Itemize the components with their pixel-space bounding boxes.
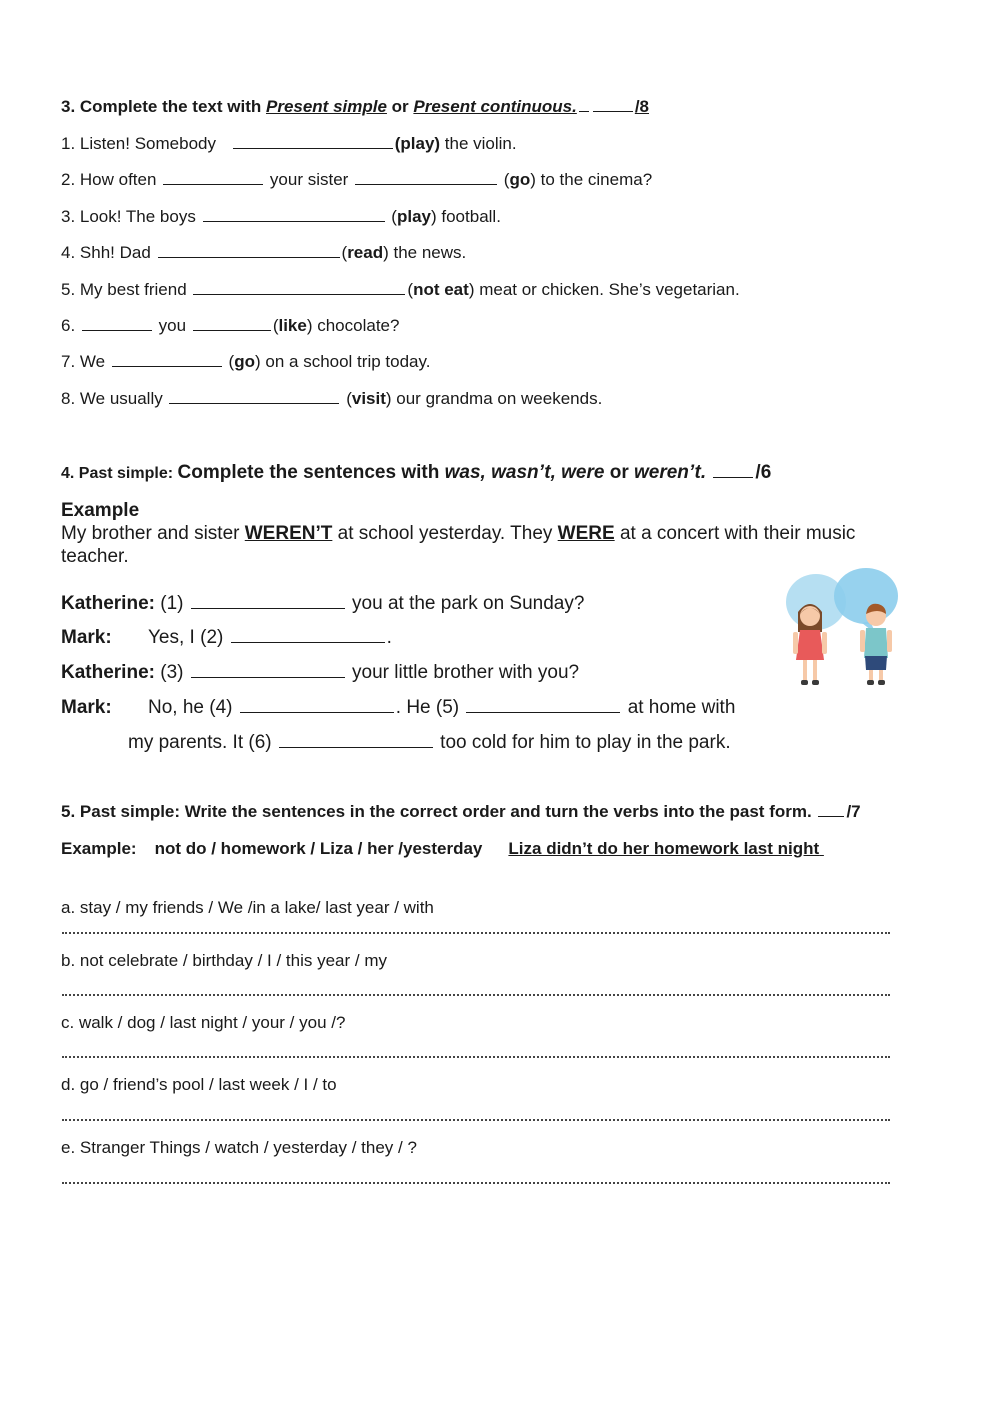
answer-blank[interactable] (191, 676, 345, 678)
answer-line-a[interactable] (62, 924, 890, 934)
dialogue-line-2-text: Yes, I (2) . (148, 627, 392, 648)
answer-blank[interactable] (191, 607, 345, 609)
s3-item-8: 8. We usually (visit) our grandma on weekends. (61, 389, 603, 408)
kids-talking-illustration (778, 566, 904, 694)
s3-item-3: 3. Look! The boys (play) football. (61, 207, 501, 226)
example-sentence: My brother and sister WEREN’T at school yesterday. They WERE at a concert with their music (61, 523, 856, 544)
dialogue-line-4: Mark: (61, 697, 112, 718)
s5-item-d: d. go / friend’s pool / last week / I / to (61, 1075, 337, 1094)
section4-title: 4. Past simple: Complete the sentences with was, wasn’t, were or weren’t. /6 (61, 462, 772, 483)
dialogue-line-5: my parents. It (6) too cold for him to play in the park. (128, 732, 731, 753)
answer-blank[interactable] (169, 402, 339, 404)
answer-blank[interactable] (466, 711, 620, 713)
girl-figure (793, 604, 827, 685)
s3-item-4: 4. Shh! Dad (read) the news. (61, 243, 467, 262)
s3-item-5: 5. My best friend (not eat) meat or chicken. She’s vegetarian. (61, 280, 740, 299)
answer-line-b[interactable] (62, 986, 890, 996)
dialogue-line-1: Katherine: (1) you at the park on Sunday? (61, 593, 585, 614)
s3-item-7: 7. We (go) on a school trip today. (61, 352, 431, 371)
example-label: Example (61, 500, 140, 521)
answer-line-c[interactable] (62, 1048, 890, 1058)
section5-score: /7 (846, 802, 861, 821)
section3-title: 3. Complete the text with Present simple or Present continuous. /8 (61, 97, 649, 116)
answer-blank[interactable] (163, 183, 263, 185)
example-sentence-cont: teacher. (61, 546, 129, 567)
answer-blank[interactable] (203, 220, 385, 222)
answer-blank[interactable] (240, 711, 394, 713)
section5-title: 5. Past simple: Write the sentences in the correct order and turn the verbs into the past form. /7 (61, 802, 861, 821)
s3-item-1: 1. Listen! Somebody (play) the violin. (61, 134, 517, 153)
section4-score: /6 (755, 462, 772, 483)
answer-blank[interactable] (193, 293, 405, 295)
s3-item-2: 2. How often your sister (go) to the cinema? (61, 170, 653, 189)
answer-blank[interactable] (355, 183, 497, 185)
section5-example: Example: not do / homework / Liza / her /yesterday Liza didn’t do her homework last night (61, 839, 820, 858)
answer-line-e[interactable] (62, 1174, 890, 1184)
s5-item-c: c. walk / dog / last night / your / you /? (61, 1013, 346, 1032)
answer-blank[interactable] (112, 365, 222, 367)
answer-blank[interactable] (193, 329, 271, 331)
answer-blank[interactable] (158, 256, 340, 258)
answer-blank[interactable] (82, 329, 152, 331)
s3-item-6: 6. you (like) chocolate? (61, 316, 400, 335)
answer-line-d[interactable] (62, 1111, 890, 1121)
section3-score: /8 (634, 97, 649, 116)
answer-blank[interactable] (233, 147, 393, 149)
s5-item-e: e. Stranger Things / watch / yesterday / they / ? (61, 1138, 417, 1157)
answer-blank[interactable] (231, 641, 385, 643)
s5-item-a: a. stay / my friends / We /in a lake/ last year / with (61, 898, 434, 917)
answer-blank[interactable] (279, 746, 433, 748)
dialogue-line-2: Mark: (61, 627, 112, 648)
dialogue-line-4-text: No, he (4) . He (5) at home with (148, 697, 736, 718)
dialogue-line-3: Katherine: (3) your little brother with you? (61, 662, 580, 683)
s5-item-b: b. not celebrate / birthday / I / this year / my (61, 951, 387, 970)
speech-bubble-right (834, 568, 898, 624)
